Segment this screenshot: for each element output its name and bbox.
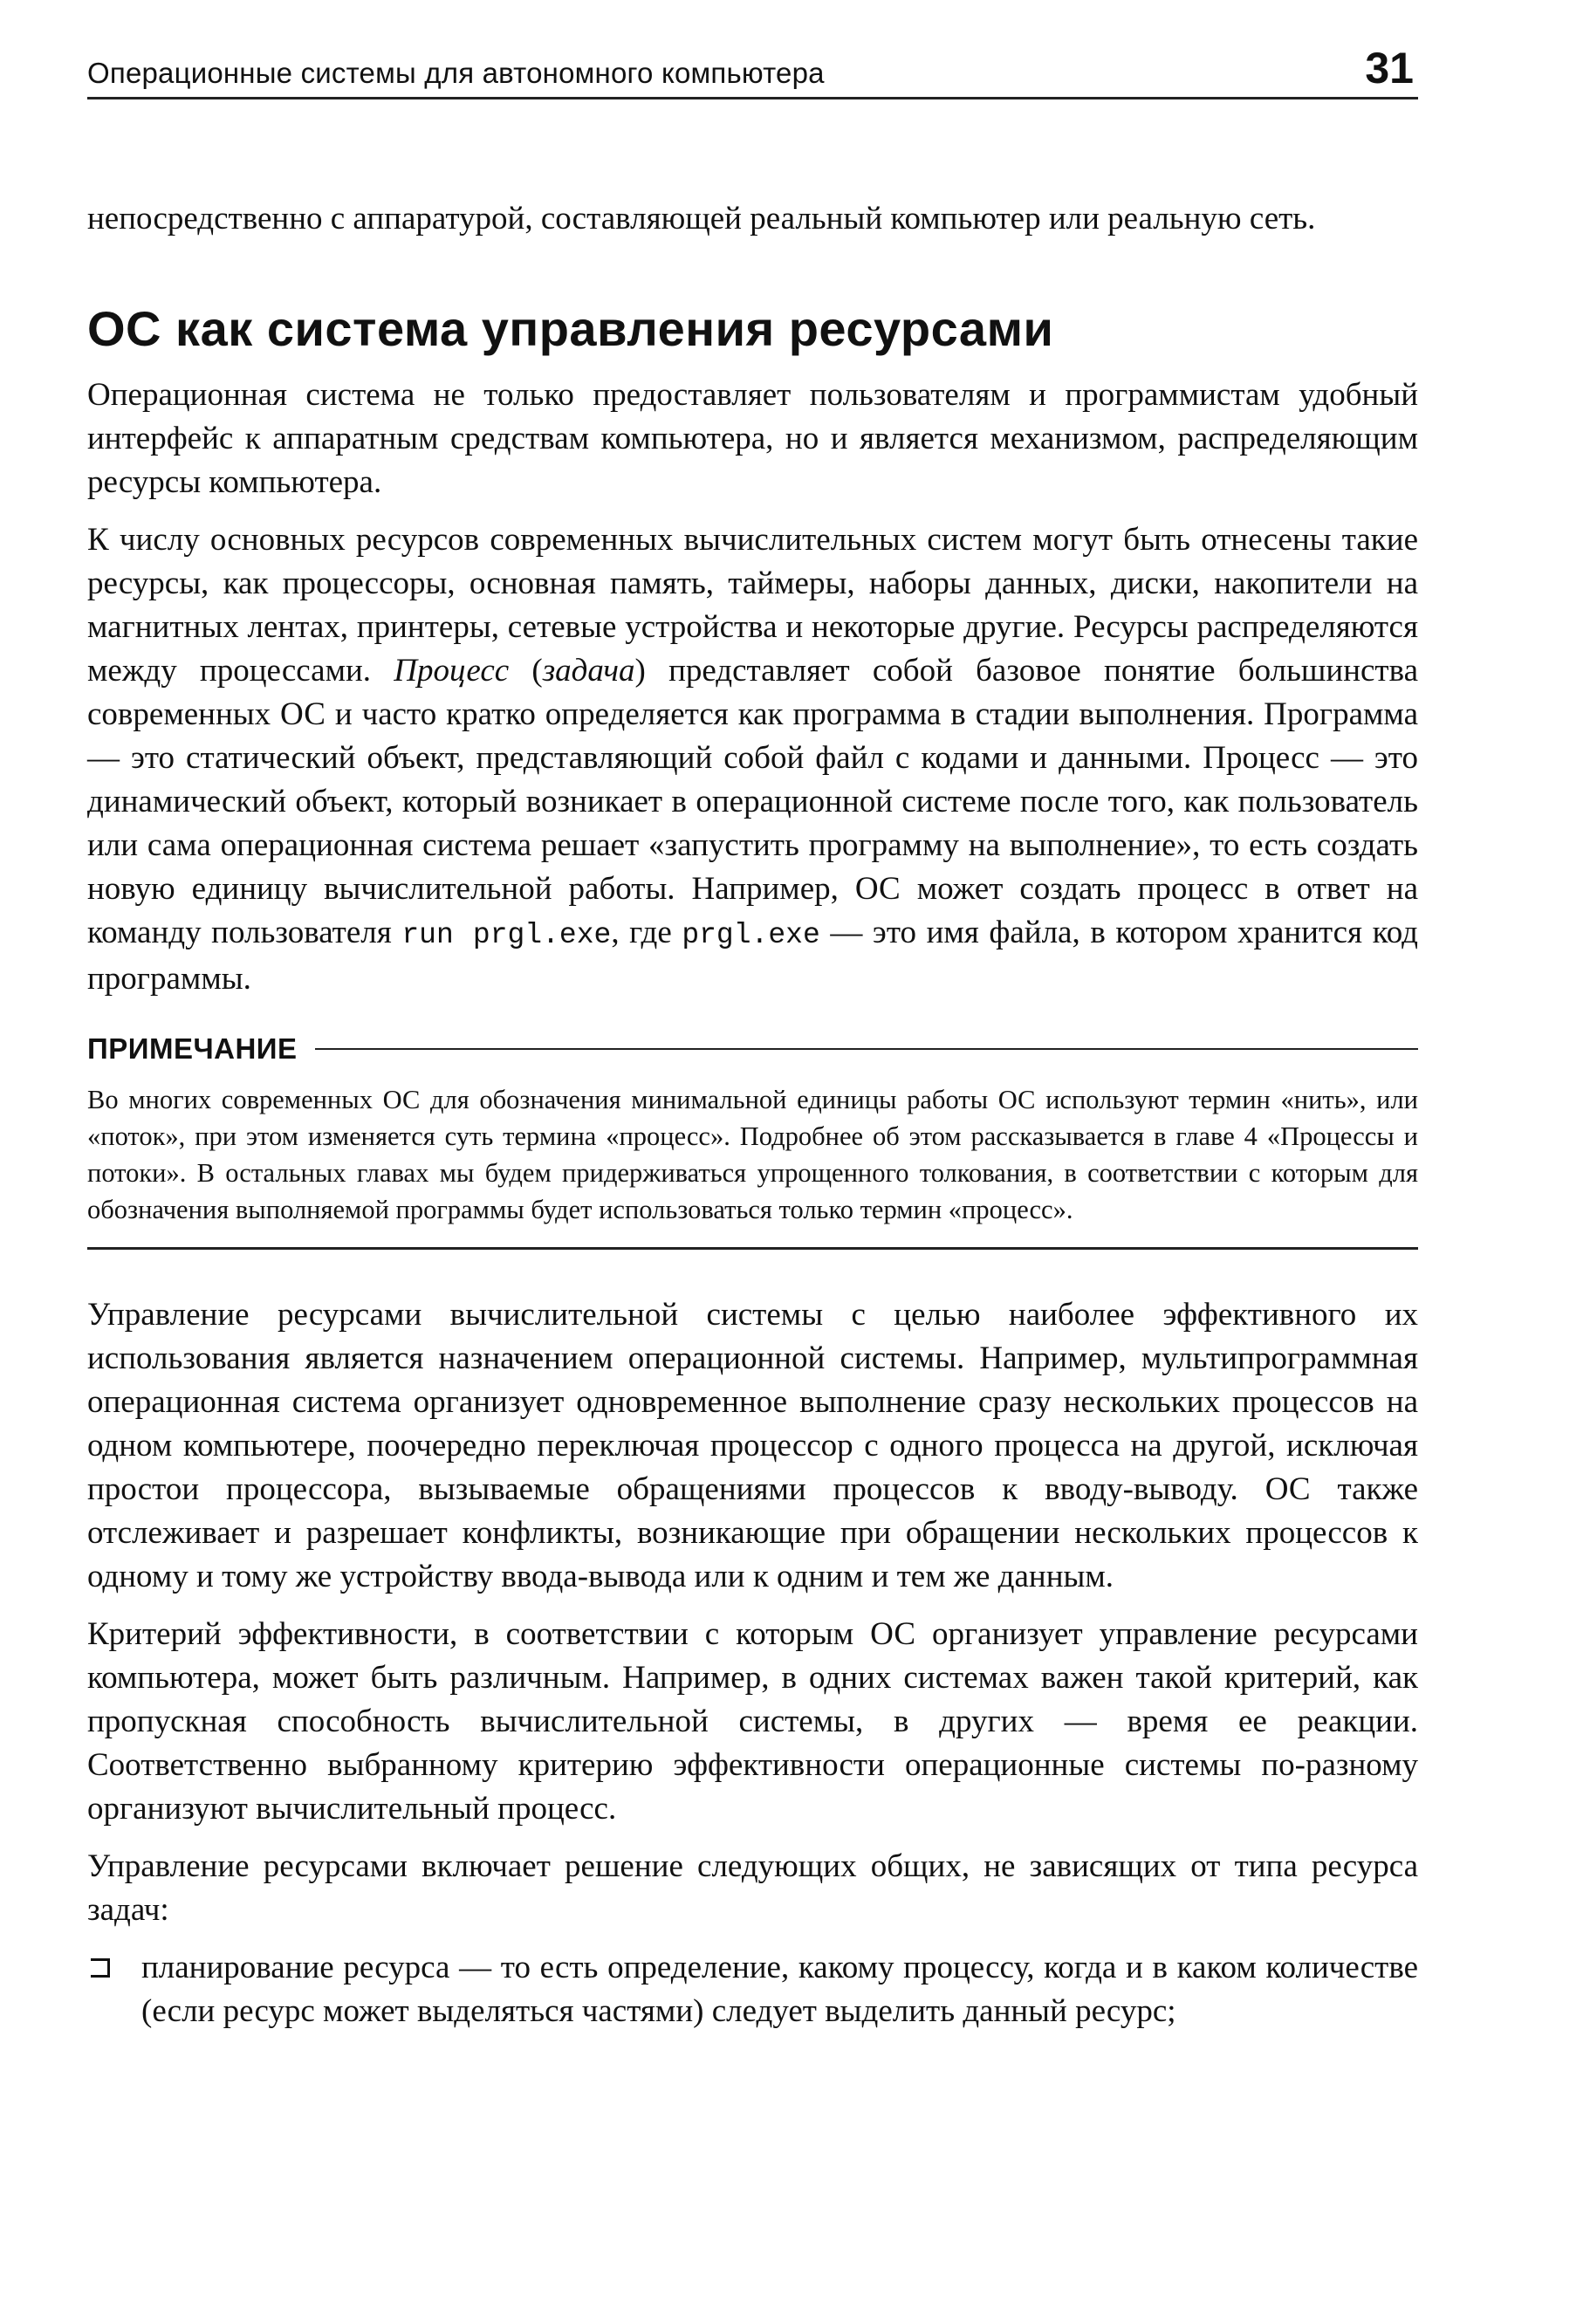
list-item [87, 1946, 1418, 2033]
running-title: Операционные системы для автономного компьютера [87, 57, 825, 89]
code-run-command: run prgl.exe [401, 919, 612, 951]
paragraph-text: , где [611, 915, 682, 950]
section-paragraph-2 [87, 518, 1418, 1001]
resource-paragraph-1: Управление ресурсами вычислительной системы с целью наиболее эффективного их использования является назначением операционной системы. Например, мультипрограммная операционная система организует одновременное выполнение сразу нескольких процессов на одном компьютере, поочередно переключая процессор с одного процесса на другой, исключая простои процессора, вызываемые обращениями процессов к вводу-выводу. ОС также отслеживает и разрешает конфликты, возникающие при обращении нескольких процессов к одному и тому же устройству ввода-вывода или к одним и тем же данным. [87, 1297, 1418, 1594]
paren-open: ( [509, 653, 543, 689]
note-title: ПРИМЕЧАНИЕ [87, 1032, 298, 1065]
note-rule [315, 1048, 1418, 1050]
paragraph-text: К числу основных ресурсов современных вычислительных систем могут быть отнесены такие ресурсы, как процессоры, основная память, таймеры, наборы данных, диски, накопители на магнитных лентах, принтеры, сетевые устройства и некоторые другие. Ресурсы распределяются между процессами. [87, 522, 1418, 689]
term-process: Процесс [394, 653, 510, 689]
page-number: 31 [1365, 44, 1414, 93]
square-bullet-icon [91, 1958, 110, 1978]
intro-paragraph: непосредственно с аппаратурой, составляющей реальный компьютер или реальную сеть. [87, 201, 1316, 237]
paragraph-text: ) представляет собой базовое понятие большинства современных ОС и часто кратко определяется как программа в стадии выполнения. Программа — это статический объект, представляющий собой файл с кодами и данными. Процесс — это динамический объект, который возникает в операционной системе после того, как пользователь или сама операционная система решает «запустить программу на выполнение», то есть создать новую единицу вычислительной работы. Например, ОС может создать процесс в ответ на команду пользователя [87, 653, 1419, 950]
resource-paragraph-3: Управление ресурсами включает решение следующих общих, не зависящих от типа ресурса задач: [87, 1848, 1418, 1928]
note-box [87, 1029, 1418, 1250]
term-task: задача [542, 653, 635, 689]
paragraph-text: — это имя файла, в котором хранится код программы. [87, 915, 1418, 997]
book-page [87, 35, 1418, 2033]
list-item-text: планирование ресурса — то есть определение, какому процессу, когда и в каком количестве (если ресурс может выделяться частями) следует выделить данный ресурс; [141, 1950, 1418, 2029]
note-text: Во многих современных ОС для обозначения минимальной единицы работы ОС используют термин «нить», или «поток», при этом изменяется суть термина «процесс». Подробнее об этом рассказывается в главе 4 «Процессы и потоки». В остальных главах мы будем придерживаться упрощенного толкования, в соответствии с которым для обозначения выполняемой программы будет использоваться только термин «процесс». [87, 1085, 1418, 1224]
task-list [87, 1946, 1418, 2033]
resource-paragraph-2: Критерий эффективности, в соответствии с которым ОС организует управление ресурсами компьютера, может быть различным. Например, в одних системах важен такой критерий, как пропускная способность вычислительной системы, в других — время ее реакции. Соответственно выбранному критерию эффективности операционные системы по-разному организуют вычислительный процесс. [87, 1616, 1418, 1827]
code-filename: prgl.exe [682, 919, 820, 951]
running-header [87, 35, 1418, 99]
note-header [87, 1029, 1418, 1069]
section-paragraph-1: Операционная система не только предоставляет пользователям и программистам удобный интерфейс к аппаратным средствам компьютера, но и является механизмом, распределяющим ресурсы компьютера. [87, 377, 1418, 500]
section-heading: ОС как система управления ресурсами [87, 301, 1054, 356]
